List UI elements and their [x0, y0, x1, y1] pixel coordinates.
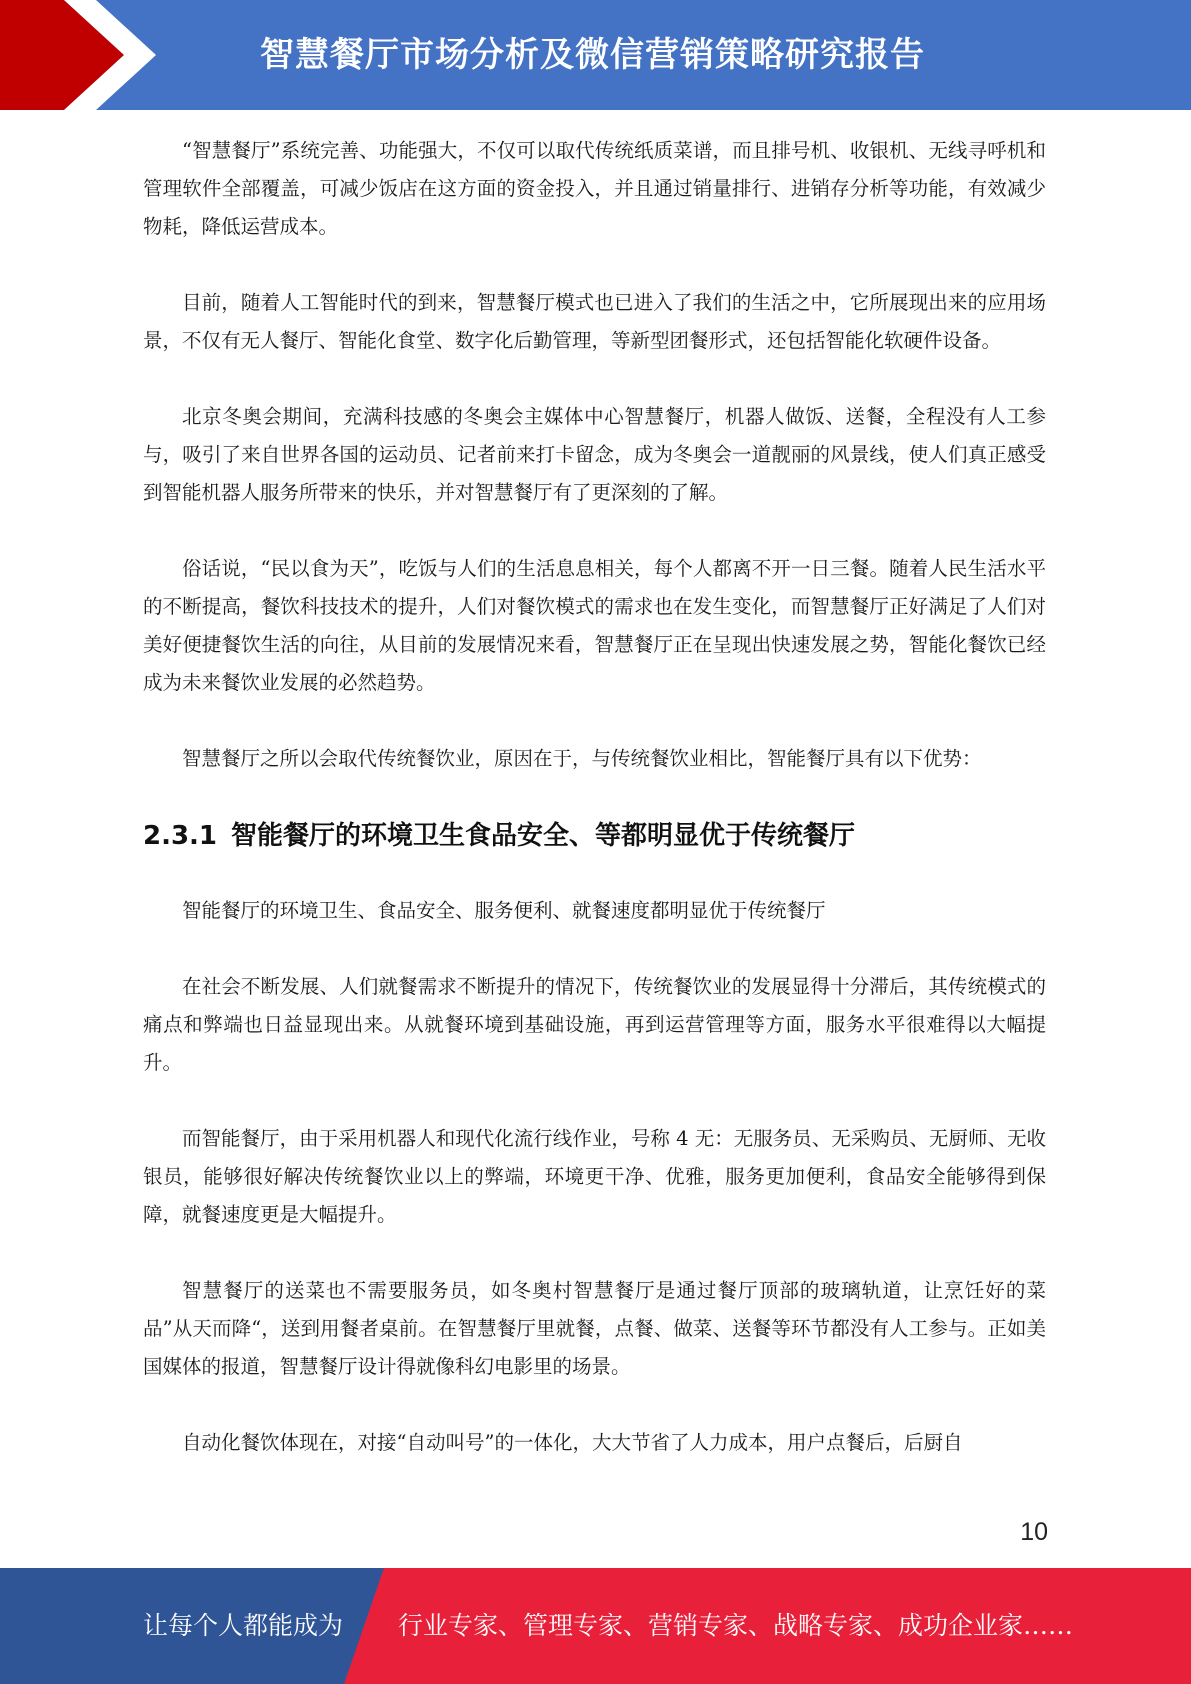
- page-number: 10: [1020, 1518, 1048, 1546]
- main-content: [143, 132, 1046, 1500]
- report-title: 智慧餐厅市场分析及微信营销策略研究报告: [260, 35, 925, 75]
- page-header: [0, 0, 1191, 110]
- footer-slogan-right: 行业专家、管理专家、营销专家、战略专家、成功企业家……: [398, 1611, 1074, 1640]
- page-footer: [0, 1568, 1191, 1684]
- paragraph: 在社会不断发展、人们就餐需求不断提升的情况下，传统餐饮业的发展显得十分滞后，其传统模式的痛点和弊端也日益显现出来。从就餐环境到基础设施，再到运营管理等方面，服务水平很难得以大幅提升。: [143, 975, 1046, 1074]
- footer-slogan-left: 让每个人都能成为: [143, 1611, 344, 1640]
- section-heading: [143, 816, 1046, 856]
- paragraph: 智慧餐厅的送菜也不需要服务员，如冬奥村智慧餐厅是通过餐厅顶部的玻璃轨道，让烹饪好的菜品”从天而降“，送到用餐者桌前。在智慧餐厅里就餐，点餐、做菜、送餐等环节都没有人工参与。正如美国媒体的报道，智慧餐厅设计得就像科幻电影里的场景。: [143, 1279, 1046, 1378]
- red-chevron-arrow-icon: [0, 0, 160, 110]
- paragraph: 俗话说，“民以食为天”，吃饭与人们的生活息息相关，每个人都离不开一日三餐。随着人民生活水平的不断提高，餐饮科技技术的提升，人们对餐饮模式的需求也在发生变化，而智慧餐厅正好满足了人们对美好便捷餐饮生活的向往，从目前的发展情况来看，智慧餐厅正在呈现出快速发展之势，智能化餐饮已经成为未来餐饮业发展的必然趋势。: [143, 557, 1046, 694]
- paragraph: 自动化餐饮体现在，对接“自动叫号”的一体化，大大节省了人力成本，用户点餐后，后厨自: [182, 1431, 963, 1454]
- paragraph: 北京冬奥会期间，充满科技感的冬奥会主媒体中心智慧餐厅，机器人做饭、送餐，全程没有人工参与，吸引了来自世界各国的运动员、记者前来打卡留念，成为冬奥会一道靓丽的风景线，使人们真正感受到智能机器人服务所带来的快乐，并对智慧餐厅有了更深刻的了解。: [143, 405, 1046, 504]
- section-number: 2.3.1: [143, 821, 218, 851]
- paragraph: 而智能餐厅，由于采用机器人和现代化流行线作业，号称 4 无：无服务员、无采购员、无厨师、无收银员，能够很好解决传统餐饮业以上的弊端，环境更干净、优雅，服务更加便利，食品安全能够得到保障，就餐速度更是大幅提升。: [143, 1127, 1046, 1226]
- paragraph: 智能餐厅的环境卫生、食品安全、服务便利、就餐速度都明显优于传统餐厅: [182, 899, 826, 922]
- paragraph: “智慧餐厅”系统完善、功能强大，不仅可以取代传统纸质菜谱，而且排号机、收银机、无线寻呼机和管理软件全部覆盖，可减少饭店在这方面的资金投入，并且通过销量排行、进销存分析等功能，有效减少物耗，降低运营成本。: [143, 139, 1046, 238]
- section-title: 智能餐厅的环境卫生食品安全、等都明显优于传统餐厅: [231, 821, 856, 851]
- paragraph: 智慧餐厅之所以会取代传统餐饮业，原因在于，与传统餐饮业相比，智能餐厅具有以下优势：: [182, 747, 982, 770]
- paragraph: 目前，随着人工智能时代的到来，智慧餐厅模式也已进入了我们的生活之中，它所展现出来的应用场景，不仅有无人餐厅、智能化食堂、数字化后勤管理，等新型团餐形式，还包括智能化软硬件设备。: [143, 291, 1046, 352]
